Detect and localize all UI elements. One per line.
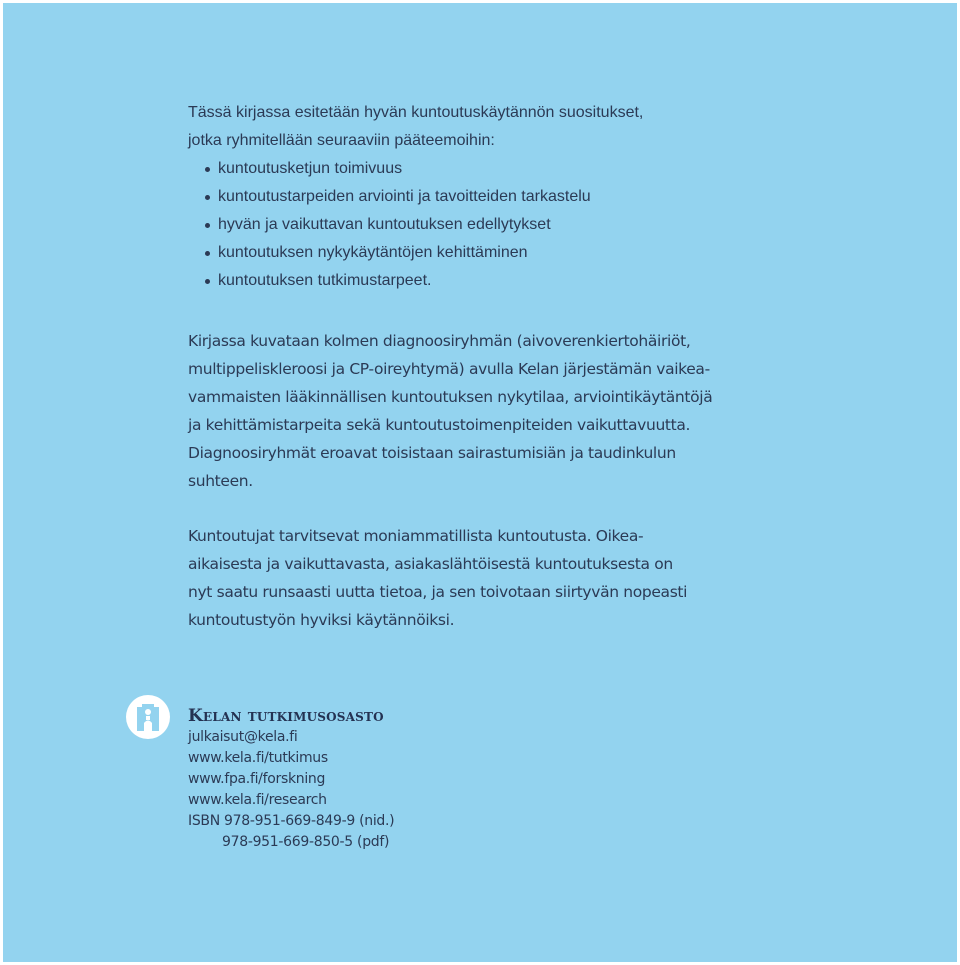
paragraph-line: Kirjassa kuvataan kolmen diagnoosiryhmän (aivoverenkiertohäiriöt, <box>188 332 691 350</box>
intro-text <box>188 99 748 155</box>
paragraph-line: kuntoutustyön hyviksi käytännöiksi. <box>188 611 455 629</box>
paragraph-line: ja kehittämistarpeita sekä kuntoutustoimenpiteiden vaikuttavuutta. <box>188 416 691 434</box>
intro-line-2: jotka ryhmitellään seuraaviin pääteemoihin: <box>188 132 495 149</box>
theme-item: kuntoutustarpeiden arviointi ja tavoitteiden tarkastelu <box>188 183 748 211</box>
summary-paragraph <box>188 522 748 634</box>
email-link[interactable]: julkaisut@kela.fi <box>188 729 298 745</box>
url-link-research[interactable]: www.kela.fi/research <box>188 792 327 808</box>
footer-text <box>188 705 548 853</box>
url-link-forskning[interactable]: www.fpa.fi/forskning <box>188 771 326 787</box>
theme-item: kuntoutuksen nykykäytäntöjen kehittäminen <box>188 239 748 267</box>
isbn-pdf: 978-951-669-850-5 (pdf) <box>222 834 390 850</box>
paragraph-line: vammaisten lääkinnällisen kuntoutuksen nykytilaa, arviointikäytäntöjä <box>188 388 713 406</box>
theme-list <box>188 155 748 295</box>
isbn-print: ISBN 978-951-669-849-9 (nid.) <box>188 813 395 829</box>
paragraph-line: Kuntoutujat tarvitsevat moniammatillista kuntoutusta. Oikea- <box>188 527 644 545</box>
paragraph-line: multippeliskleroosi ja CP-oireyhtymä) avulla Kelan järjestämän vaikea- <box>188 360 710 378</box>
intro-line-1: Tässä kirjassa esitetään hyvän kuntoutuskäytännön suositukset, <box>188 104 644 121</box>
cover-text <box>188 99 748 634</box>
theme-item: kuntoutusketjun toimivuus <box>188 155 748 183</box>
description-paragraph <box>188 327 748 495</box>
theme-item: kuntoutuksen tutkimustarpeet. <box>188 267 748 295</box>
department-name: Kelan tutkimusosasto <box>188 706 384 726</box>
kela-logo-icon <box>126 695 170 739</box>
paragraph-line: Diagnoosiryhmät eroavat toisistaan sairastumisiän ja taudinkulun <box>188 444 676 462</box>
paragraph-line: suhteen. <box>188 472 253 490</box>
paragraph-line: nyt saatu runsaasti uutta tietoa, ja sen toivotaan siirtyvän nopeasti <box>188 583 688 601</box>
url-link-tutkimus[interactable]: www.kela.fi/tutkimus <box>188 750 328 766</box>
theme-item: hyvän ja vaikuttavan kuntoutuksen edellytykset <box>188 211 748 239</box>
back-cover <box>3 3 957 962</box>
paragraph-line: aikaisesta ja vaikuttavasta, asiakaslähtöisestä kuntoutuksesta on <box>188 555 673 573</box>
